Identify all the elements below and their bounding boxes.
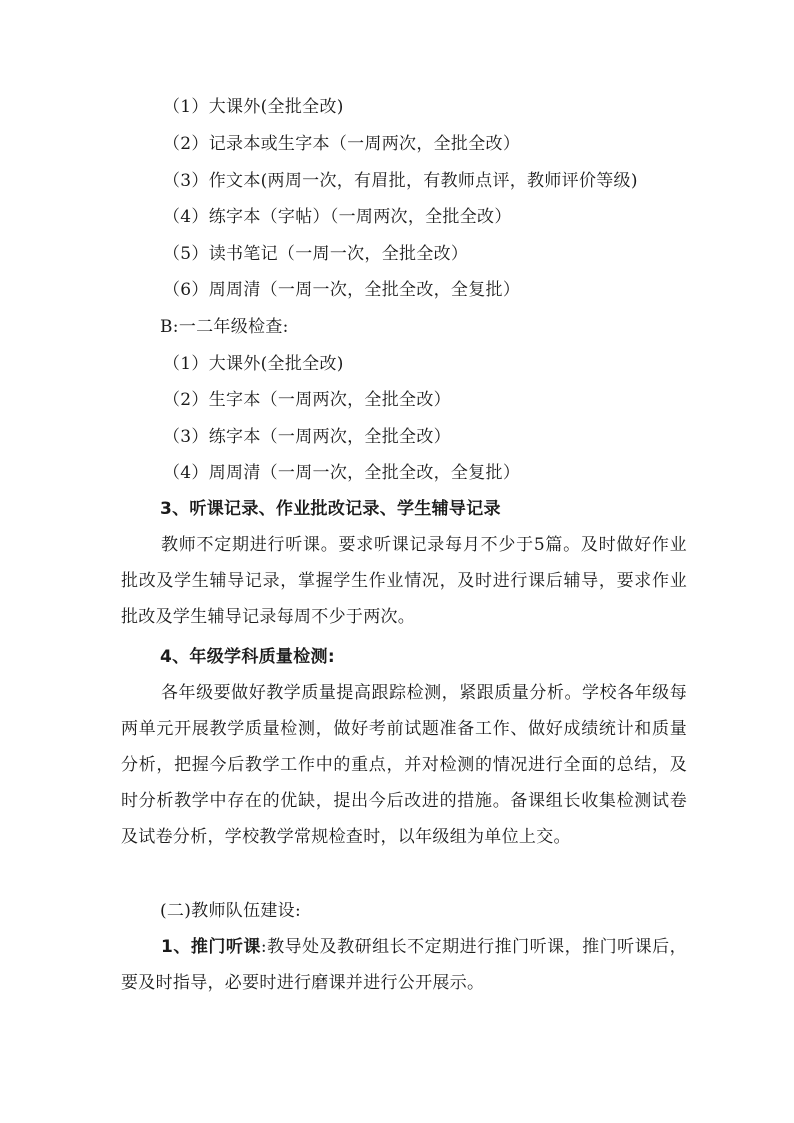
list-a-item-3: （3）作文本(两周一次，有眉批，有教师点评，教师评价等级) [163, 171, 638, 191]
list-a-item-5: （5）读书笔记（一周一次，全批全改） [163, 244, 469, 264]
heading-4: 4、年级学科质量检测: [160, 647, 335, 667]
list-a-item-6: （6）周周清（一周一次，全批全改，全复批） [163, 280, 521, 300]
item-1-text: :教导处及教研组长不定期进行推门听课，推门听课后，要及时指导，必要时进行磨课并进行公开展示。 [121, 937, 687, 993]
list-a-item-2: （2）记录本或生字本（一周两次，全批全改） [163, 134, 521, 154]
list-a-item-4: （4）练字本（字帖）（一周两次，全批全改） [163, 207, 512, 227]
list-b-item-2: （2）生字本（一周两次，全批全改） [163, 390, 451, 410]
list-b-item-3: （3）练字本（一周两次，全批全改） [163, 427, 451, 447]
heading-3: 3、听课记录、作业批改记录、学生辅导记录 [160, 499, 501, 519]
list-b-item-1: （1）大课外(全批全改) [163, 354, 344, 374]
paragraph-3: 教师不定期进行听课。要求听课记录每月不少于5篇。及时做好作业批改及学生辅导记录，掌握学生作业情况，及时进行课后辅导，要求作业批改及学生辅导记录每周不少于两次。 [121, 535, 687, 627]
section-2-label: (二)教师队伍建设: [160, 901, 301, 921]
item-1-title: 1、推门听课 [161, 937, 261, 957]
list-a-item-1: （1）大课外(全批全改) [163, 97, 344, 117]
paragraph-item-1 [121, 929, 687, 1001]
list-b-item-4: （4）周周清（一周一次，全批全改，全复批） [163, 463, 521, 483]
paragraph-4: 各年级要做好教学质量提高跟踪检测，紧跟质量分析。学校各年级每两单元开展教学质量检测，做好考前试题准备工作、做好成绩统计和质量分析，把握今后教学工作中的重点，并对检测的情况进行全面的总结，及时分析教学中存在的优缺，提出今后改进的措施。备课组长收集检测试卷及试卷分析，学校教学常规检查时，以年级组为单位上交。 [121, 683, 687, 847]
section-b-label: B:一二年级检查: [160, 317, 289, 337]
